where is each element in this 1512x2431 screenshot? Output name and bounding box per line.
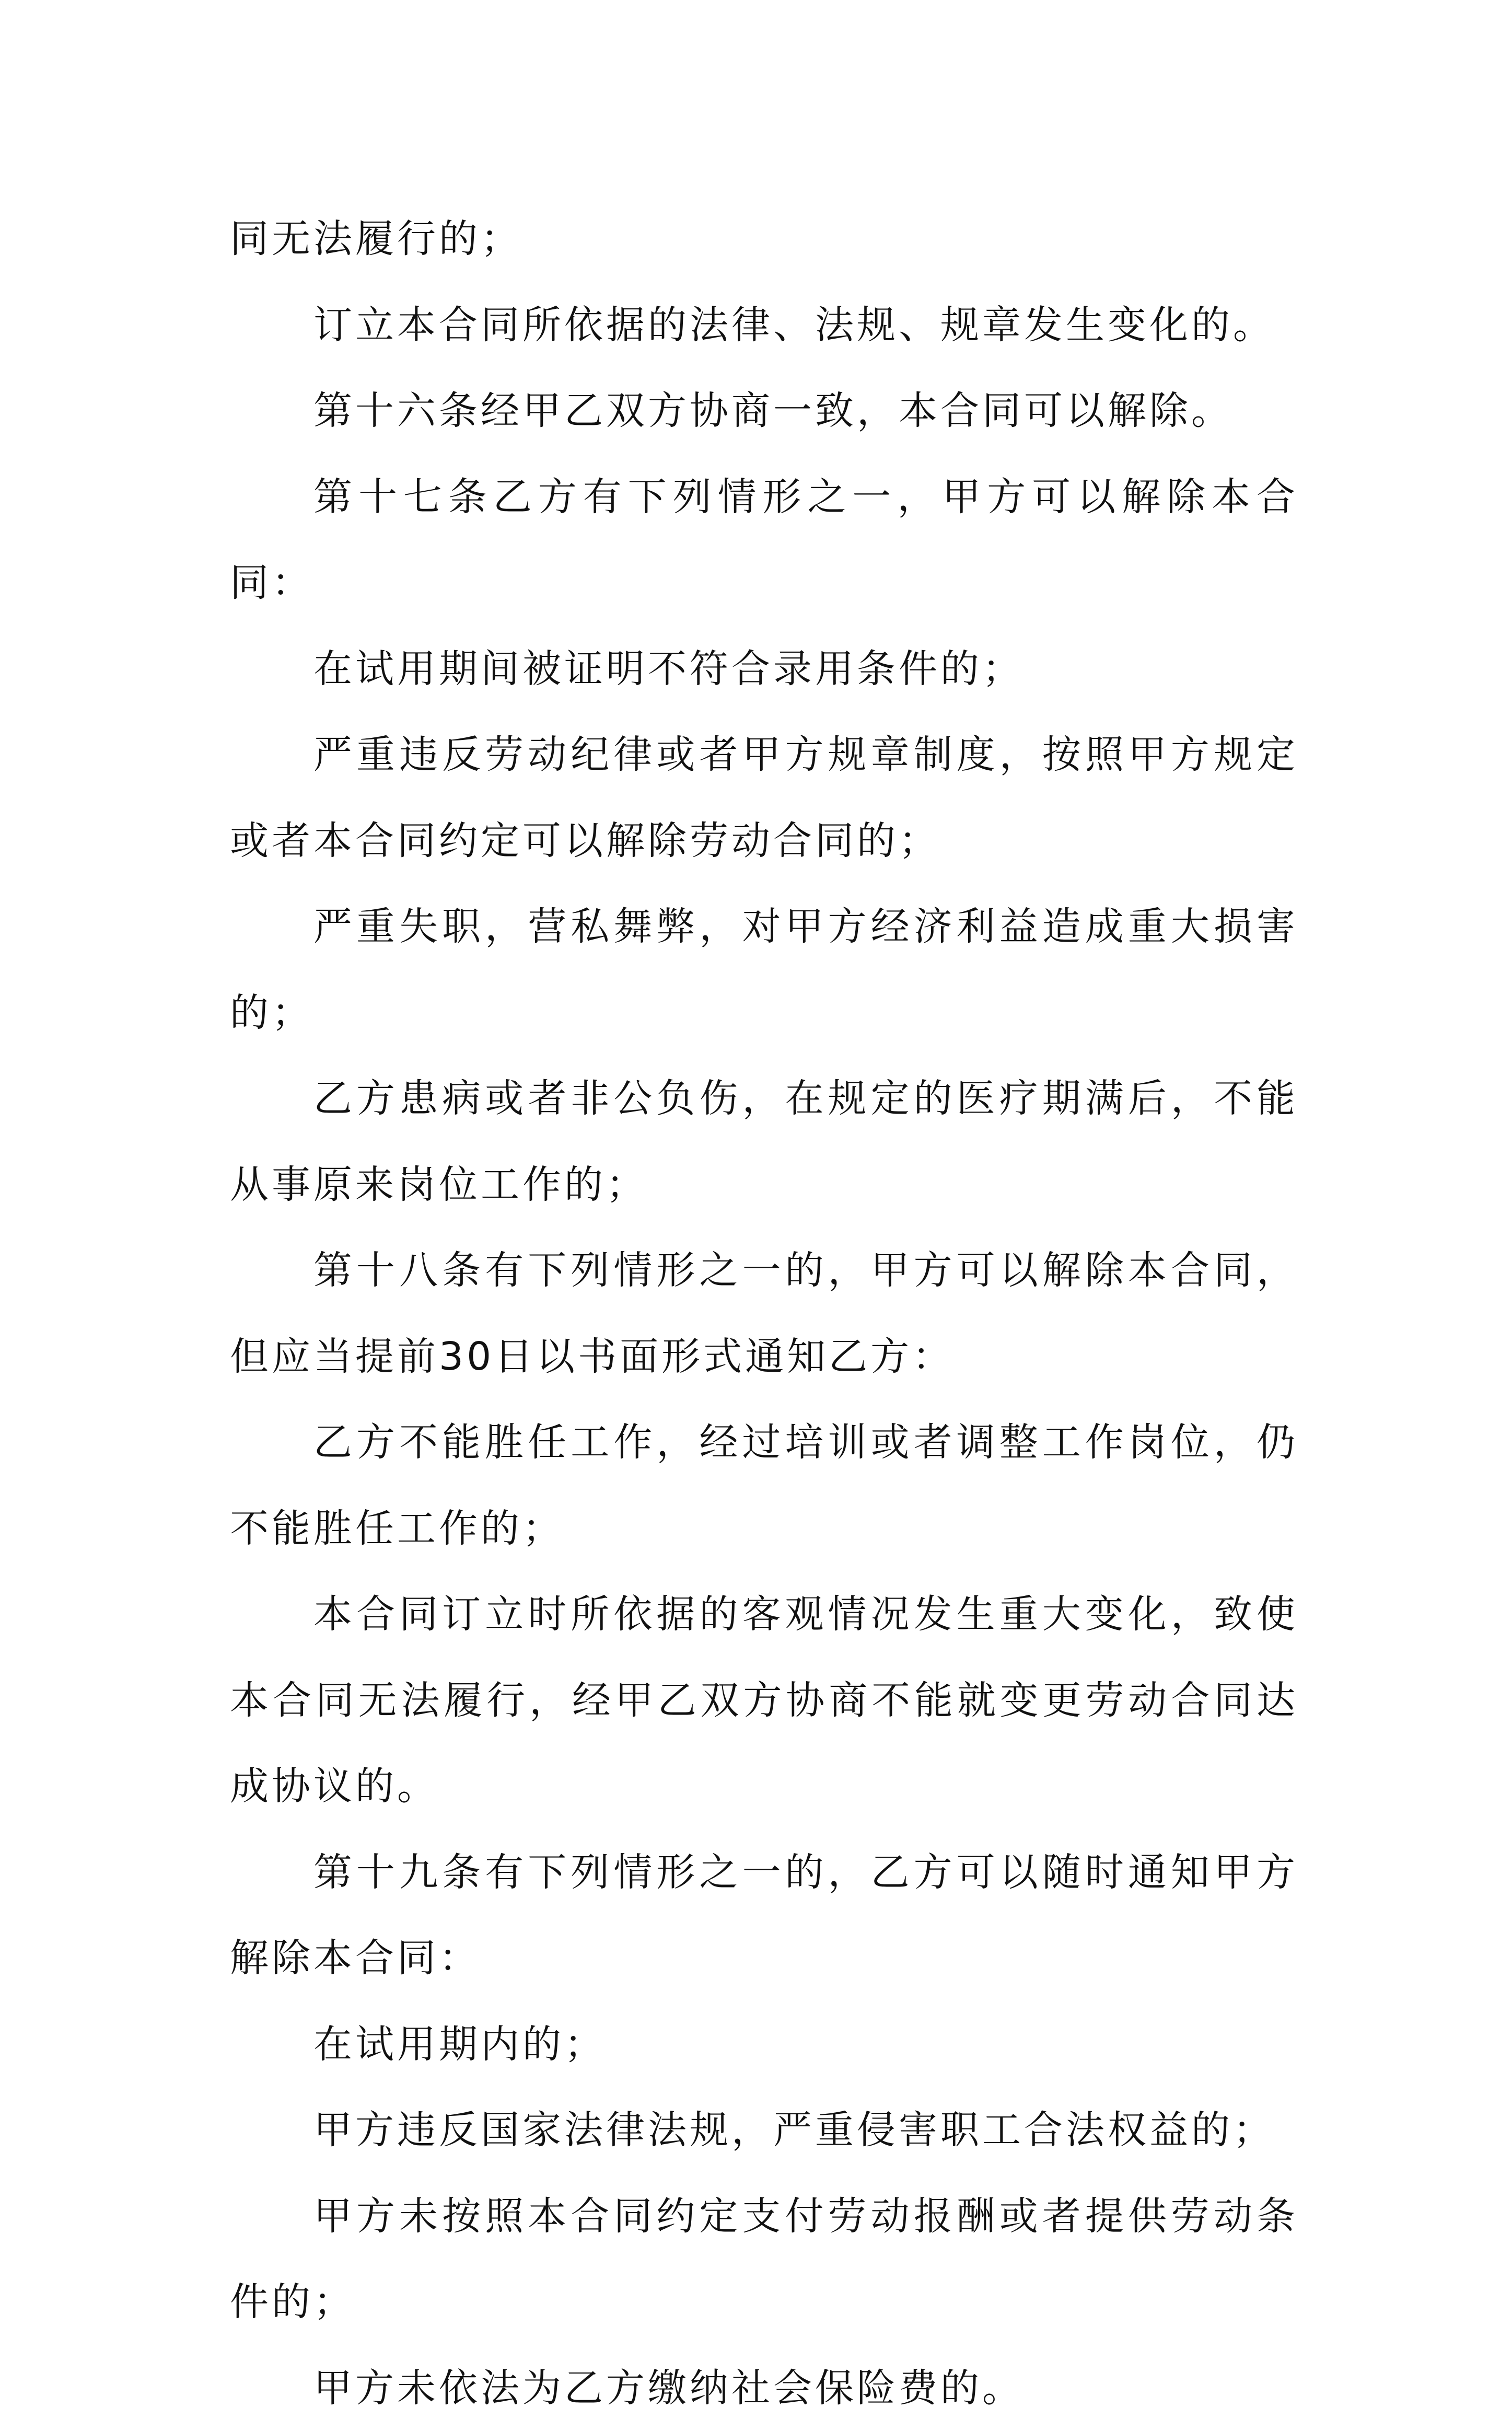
paragraph: 订立本合同所依据的法律、法规、规章发生变化的。: [230, 282, 1298, 368]
paragraph: 在试用期内的；: [230, 2001, 1298, 2088]
paragraph: 严重失职，营私舞弊，对甲方经济利益造成重大损害的；: [230, 884, 1298, 1056]
article-17: 第十七条乙方有下列情形之一，甲方可以解除本合同：: [230, 454, 1298, 626]
paragraph: 乙方患病或者非公负伤，在规定的医疗期满后，不能从事原来岗位工作的；: [230, 1056, 1298, 1228]
paragraph: 乙方不能胜任工作，经过培训或者调整工作岗位，仍不能胜任工作的；: [230, 1399, 1298, 1571]
article-16: 第十六条经甲乙双方协商一致，本合同可以解除。: [230, 368, 1298, 454]
document-body: [230, 196, 1298, 2431]
paragraph: 同无法履行的；: [230, 196, 1298, 282]
article-18: 第十八条有下列情形之一的，甲方可以解除本合同，但应当提前30日以书面形式通知乙方：: [230, 1228, 1298, 1399]
paragraph: 严重违反劳动纪律或者甲方规章制度，按照甲方规定或者本合同约定可以解除劳动合同的；: [230, 712, 1298, 884]
paragraph: 甲方违反国家法律法规，严重侵害职工合法权益的；: [230, 2087, 1298, 2173]
article-19: 第十九条有下列情形之一的，乙方可以随时通知甲方解除本合同：: [230, 1830, 1298, 2001]
paragraph: 甲方未依法为乙方缴纳社会保险费的。: [230, 2345, 1298, 2431]
paragraph: 本合同订立时所依据的客观情况发生重大变化，致使本合同无法履行，经甲乙双方协商不能就变更劳动合同达成协议的。: [230, 1571, 1298, 1830]
paragraph: 甲方未按照本合同约定支付劳动报酬或者提供劳动条件的；: [230, 2173, 1298, 2345]
paragraph: 在试用期间被证明不符合录用条件的；: [230, 626, 1298, 712]
